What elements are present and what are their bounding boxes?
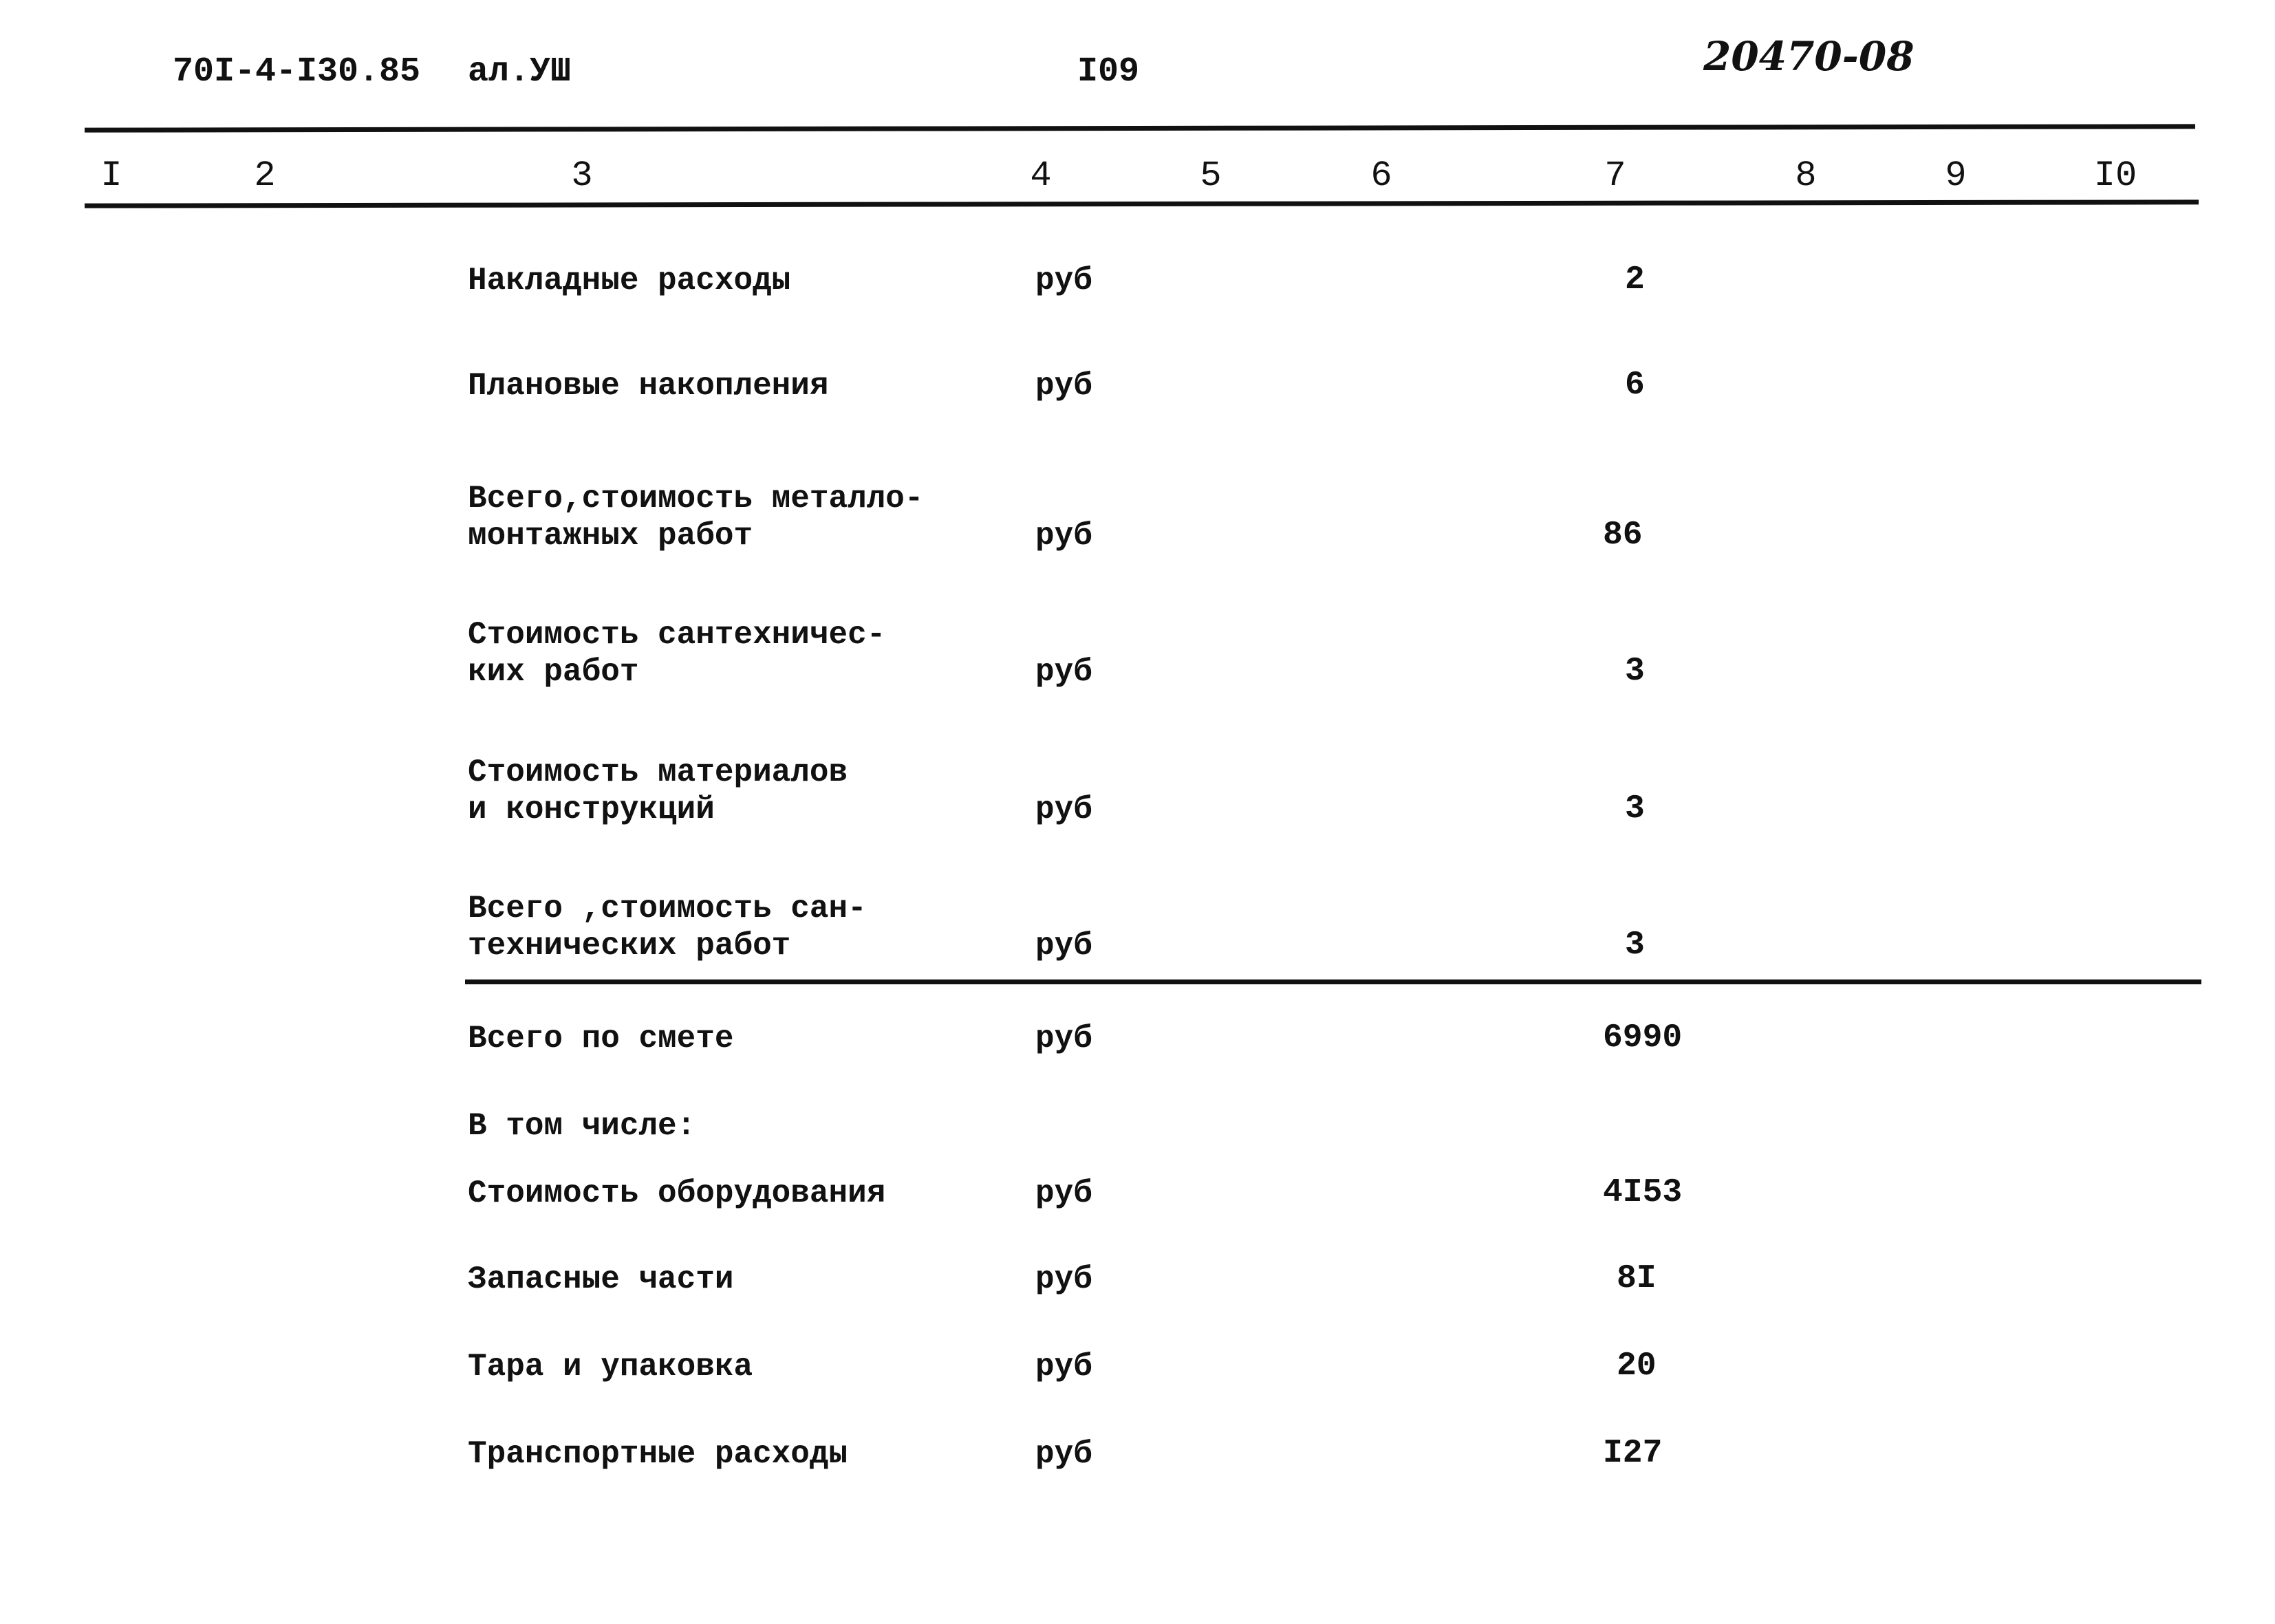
- row-value: 2: [1625, 261, 1645, 299]
- total-rule: [465, 979, 2201, 984]
- column-number: 8: [1795, 155, 1817, 196]
- row-unit: руб: [1035, 368, 1092, 404]
- row-name-cont: монтажных работ: [468, 518, 753, 554]
- row-value: 3: [1625, 790, 1645, 827]
- total-name: Тара и упаковка: [468, 1349, 753, 1385]
- header-rule: [85, 199, 2199, 208]
- row-value: 6: [1625, 367, 1645, 404]
- row-unit: руб: [1035, 263, 1092, 299]
- column-number: 3: [571, 155, 593, 196]
- including-label: В том числе:: [468, 1108, 696, 1144]
- row-value: 3: [1625, 653, 1645, 690]
- total-unit: руб: [1035, 1176, 1092, 1211]
- row-value: 86: [1603, 517, 1643, 554]
- total-name: Запасные части: [468, 1262, 734, 1297]
- row-value: 3: [1625, 927, 1645, 964]
- top-rule: [85, 124, 2195, 132]
- row-name-cont: ких работ: [468, 654, 639, 690]
- total-unit: руб: [1035, 1349, 1092, 1385]
- row-unit: руб: [1035, 654, 1092, 690]
- row-unit: руб: [1035, 792, 1092, 827]
- row-name-cont: и конструкций: [468, 792, 715, 827]
- album-number: ал.УШ: [468, 52, 572, 91]
- column-number: 9: [1945, 155, 1967, 196]
- total-name: Стоимость оборудования: [468, 1176, 886, 1211]
- row-unit: руб: [1035, 518, 1092, 554]
- total-name: Всего по смете: [468, 1021, 734, 1057]
- row-name: Стоимость сантехничес-: [468, 617, 886, 653]
- row-name: Плановые накопления: [468, 368, 829, 404]
- column-number: I: [100, 155, 122, 196]
- column-number: 7: [1604, 155, 1626, 196]
- total-unit: руб: [1035, 1262, 1092, 1297]
- document-code: 70I-4-I30.85: [173, 52, 421, 91]
- total-value: 8I: [1617, 1260, 1657, 1297]
- total-name: Транспортные расходы: [468, 1436, 848, 1472]
- total-value: 4I53: [1603, 1174, 1683, 1211]
- page-number: I09: [1077, 52, 1140, 91]
- column-number: 6: [1370, 155, 1392, 196]
- column-number: I0: [2093, 155, 2137, 196]
- row-name: Всего,стоимость металло-: [468, 481, 924, 517]
- total-value: 6990: [1603, 1019, 1683, 1057]
- total-unit: руб: [1035, 1021, 1092, 1057]
- row-name: Стоимость материалов: [468, 755, 848, 790]
- handwritten-number: 20470-08: [1703, 33, 1915, 80]
- column-number: 2: [254, 155, 276, 196]
- row-name: Накладные расходы: [468, 263, 791, 299]
- row-name: Всего ,стоимость сан-: [468, 891, 867, 927]
- total-value: 20: [1617, 1347, 1657, 1385]
- column-number: 5: [1200, 155, 1222, 196]
- row-name-cont: технических работ: [468, 928, 791, 964]
- total-unit: руб: [1035, 1436, 1092, 1472]
- column-number: 4: [1030, 155, 1052, 196]
- total-value: I27: [1603, 1435, 1663, 1472]
- row-unit: руб: [1035, 928, 1092, 964]
